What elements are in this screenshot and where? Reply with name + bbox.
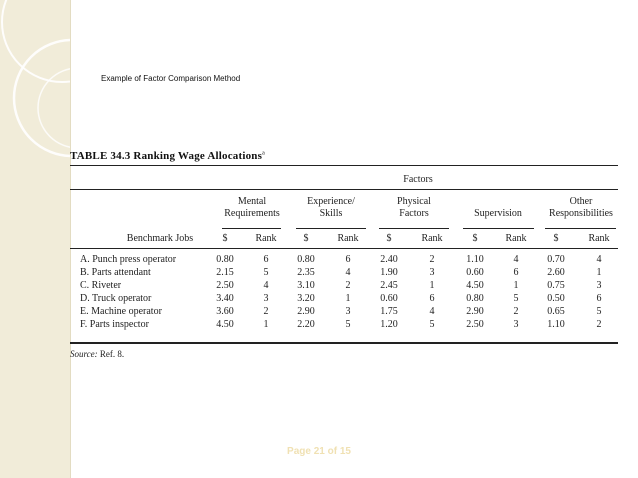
rank-cell: 4 xyxy=(345,267,351,278)
rank-column-header: Rank xyxy=(255,233,277,244)
rank-cell: 6 xyxy=(345,254,351,265)
rank-cell: 3 xyxy=(596,280,602,291)
rank-cell: 3 xyxy=(429,267,435,278)
factor-group-line1 xyxy=(453,196,543,208)
wage-cell: 1.75 xyxy=(380,306,398,317)
wage-cell: 3.40 xyxy=(216,293,234,304)
wage-cell: 0.80 xyxy=(297,254,315,265)
wage-cell: 2.90 xyxy=(297,306,315,317)
rank-cell: 5 xyxy=(345,319,351,330)
factor-group-line2: Supervision xyxy=(474,208,522,219)
rank-cell: 2 xyxy=(429,254,435,265)
rank-cell: 4 xyxy=(263,280,269,291)
wage-cell: 2.40 xyxy=(380,254,398,265)
rank-cell: 5 xyxy=(513,293,519,304)
wage-cell: 3.60 xyxy=(216,306,234,317)
factor-group-header xyxy=(369,196,459,220)
source-text: Ref. 8. xyxy=(99,349,125,359)
group-underline-physical xyxy=(379,228,449,229)
table-caption xyxy=(70,150,265,162)
factor-group-line1: Experience/ xyxy=(307,196,355,207)
wage-cell: 2.35 xyxy=(297,267,315,278)
wage-cell: 0.80 xyxy=(216,254,234,265)
rank-cell: 6 xyxy=(263,254,269,265)
source-label: Source: xyxy=(70,349,98,359)
factor-group-header xyxy=(453,196,543,220)
wage-cell: 3.20 xyxy=(297,293,315,304)
factor-group-line2: Factors xyxy=(399,208,429,219)
rank-column-header: Rank xyxy=(337,233,359,244)
group-underline-experience xyxy=(296,228,366,229)
rank-cell: 1 xyxy=(429,280,435,291)
wage-cell: 4.50 xyxy=(216,319,234,330)
rank-column-header: Rank xyxy=(505,233,527,244)
wage-cell: 2.60 xyxy=(547,267,565,278)
factor-group-line2: Responsibilities xyxy=(549,208,613,219)
dollar-column-header: $ xyxy=(472,233,478,244)
rank-cell: 2 xyxy=(263,306,269,317)
rank-cell: 2 xyxy=(345,280,351,291)
page-indicator: Page 21 of 15 xyxy=(287,446,351,457)
decorative-rings-icon xyxy=(0,0,71,478)
rank-cell: 5 xyxy=(263,267,269,278)
caption-footnote-mark: a xyxy=(262,150,265,157)
rank-cell: 1 xyxy=(345,293,351,304)
wage-cell: 2.90 xyxy=(466,306,484,317)
benchmark-job-label: B. Parts attendant xyxy=(80,267,151,278)
factor-group-line2: Requirements xyxy=(224,208,280,219)
wage-cell: 1.10 xyxy=(466,254,484,265)
wage-cell: 1.10 xyxy=(547,319,565,330)
rank-cell: 3 xyxy=(513,319,519,330)
slide-title: Example of Factor Comparison Method xyxy=(101,74,241,83)
wage-cell: 0.80 xyxy=(466,293,484,304)
wage-cell: 4.50 xyxy=(466,280,484,291)
rank-column-header: Rank xyxy=(588,233,610,244)
rank-cell: 6 xyxy=(596,293,602,304)
group-underline-mental xyxy=(222,228,281,229)
wage-cell: 0.75 xyxy=(547,280,565,291)
factors-header: Factors xyxy=(403,174,433,185)
rank-cell: 4 xyxy=(429,306,435,317)
benchmark-job-label: E. Machine operator xyxy=(80,306,162,317)
factors-rule xyxy=(70,189,618,190)
wage-cell: 2.20 xyxy=(297,319,315,330)
factor-group-line1: Physical xyxy=(397,196,431,207)
rank-cell: 1 xyxy=(596,267,602,278)
factor-group-header xyxy=(286,196,376,220)
rank-cell: 1 xyxy=(263,319,269,330)
rank-cell: 4 xyxy=(513,254,519,265)
group-underline-other xyxy=(545,228,616,229)
rank-cell: 6 xyxy=(513,267,519,278)
rank-column-header: Rank xyxy=(421,233,443,244)
wage-cell: 0.70 xyxy=(547,254,565,265)
rank-cell: 2 xyxy=(513,306,519,317)
wage-cell: 0.65 xyxy=(547,306,565,317)
rank-cell: 2 xyxy=(596,319,602,330)
wage-cell: 2.15 xyxy=(216,267,234,278)
rank-cell: 1 xyxy=(513,280,519,291)
dollar-column-header: $ xyxy=(303,233,309,244)
wage-cell: 0.50 xyxy=(547,293,565,304)
benchmark-jobs-header: Benchmark Jobs xyxy=(126,233,194,244)
wage-cell: 2.50 xyxy=(216,280,234,291)
table-source xyxy=(70,349,124,359)
benchmark-job-label: C. Riveter xyxy=(80,280,122,291)
table-top-rule xyxy=(70,165,618,166)
decorative-sidebar xyxy=(0,0,71,478)
dollar-column-header: $ xyxy=(386,233,392,244)
group-underline-supervision xyxy=(463,228,534,229)
benchmark-job-label: D. Truck operator xyxy=(80,293,152,304)
dollar-column-header: $ xyxy=(222,233,228,244)
factor-group-line1: Mental xyxy=(237,196,267,207)
rank-cell: 6 xyxy=(429,293,435,304)
wage-cell: 2.45 xyxy=(380,280,398,291)
wage-cell: 1.90 xyxy=(380,267,398,278)
rank-cell: 3 xyxy=(263,293,269,304)
rank-cell: 5 xyxy=(596,306,602,317)
factor-group-line1: Other xyxy=(569,196,593,207)
wage-cell: 1.20 xyxy=(380,319,398,330)
wage-cell: 0.60 xyxy=(466,267,484,278)
benchmark-job-label: F. Parts inspector xyxy=(80,319,149,330)
wage-cell: 2.50 xyxy=(466,319,484,330)
rank-cell: 3 xyxy=(345,306,351,317)
rank-cell: 5 xyxy=(429,319,435,330)
wage-cell: 0.60 xyxy=(380,293,398,304)
factor-group-line2: Skills xyxy=(319,208,343,219)
rank-cell: 4 xyxy=(596,254,602,265)
wage-cell: 3.10 xyxy=(297,280,315,291)
table-bottom-rule xyxy=(70,342,618,344)
dollar-column-header: $ xyxy=(553,233,559,244)
header-rule xyxy=(70,248,618,249)
table-caption-text: TABLE 34.3 Ranking Wage Allocations xyxy=(70,150,263,162)
factor-group-header xyxy=(535,196,627,220)
factor-group-header xyxy=(210,196,294,220)
benchmark-job-label: A. Punch press operator xyxy=(80,254,177,265)
